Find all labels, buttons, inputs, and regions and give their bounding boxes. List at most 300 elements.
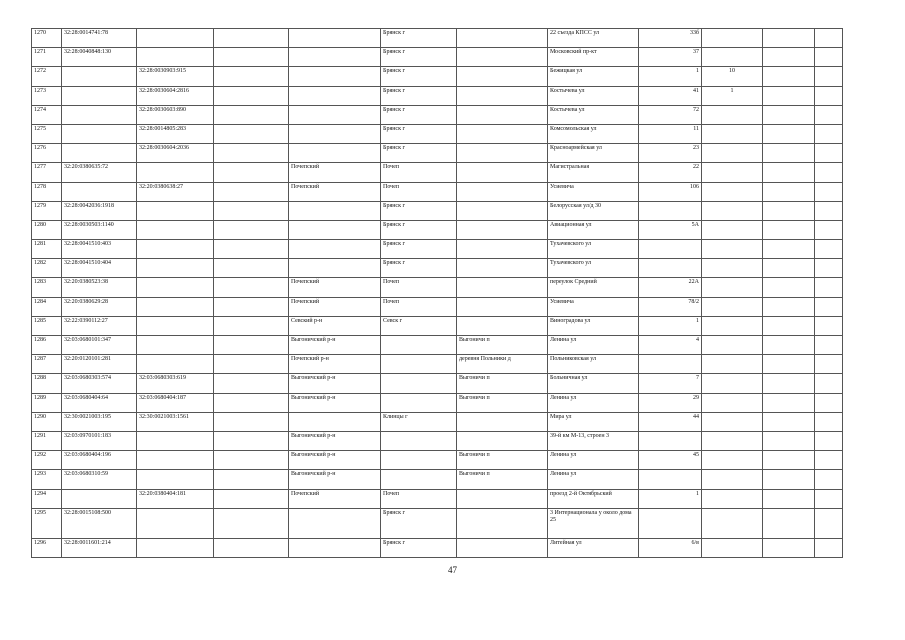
empty-cell bbox=[815, 240, 843, 259]
row-number-cell: 1282 bbox=[32, 259, 62, 278]
street-cell: Виноградова ул bbox=[548, 316, 639, 335]
extra-cell bbox=[214, 67, 289, 86]
settlement-cell bbox=[457, 29, 548, 48]
empty-cell bbox=[815, 163, 843, 182]
row-number-cell: 1277 bbox=[32, 163, 62, 182]
building-cell bbox=[702, 431, 763, 450]
table-row bbox=[32, 163, 843, 182]
city-cell: Брянск г bbox=[381, 259, 457, 278]
cadastral-number-2-cell: 32:03:0680404:187 bbox=[137, 393, 214, 412]
cadastral-number-2-cell bbox=[137, 431, 214, 450]
table-row bbox=[32, 451, 843, 470]
settlement-cell bbox=[457, 240, 548, 259]
table-row bbox=[32, 374, 843, 393]
empty-cell bbox=[763, 431, 815, 450]
table-row bbox=[32, 508, 843, 538]
empty-cell bbox=[815, 29, 843, 48]
building-cell bbox=[702, 144, 763, 163]
building-cell: 1 bbox=[702, 86, 763, 105]
empty-cell bbox=[815, 297, 843, 316]
empty-cell bbox=[815, 201, 843, 220]
house-number-cell: 78/2 bbox=[639, 297, 702, 316]
cadastral-number-cell: 32:03:0680310:59 bbox=[62, 470, 137, 489]
settlement-cell bbox=[457, 48, 548, 67]
empty-cell bbox=[815, 182, 843, 201]
district-cell bbox=[289, 124, 381, 143]
city-cell: Брянск г bbox=[381, 508, 457, 538]
building-cell bbox=[702, 278, 763, 297]
row-number-cell: 1273 bbox=[32, 86, 62, 105]
extra-cell bbox=[214, 316, 289, 335]
cadastral-number-cell: 32:28:0014741:78 bbox=[62, 29, 137, 48]
empty-cell bbox=[763, 470, 815, 489]
table-row bbox=[32, 86, 843, 105]
street-cell: Магистральная bbox=[548, 163, 639, 182]
house-number-cell: 29 bbox=[639, 393, 702, 412]
cadastral-number-2-cell bbox=[137, 240, 214, 259]
row-number-cell: 1286 bbox=[32, 336, 62, 355]
city-cell: Севск г bbox=[381, 316, 457, 335]
building-cell bbox=[702, 470, 763, 489]
city-cell: Брянск г bbox=[381, 240, 457, 259]
city-cell: Брянск г bbox=[381, 538, 457, 557]
city-cell: Почеп bbox=[381, 489, 457, 508]
row-number-cell: 1296 bbox=[32, 538, 62, 557]
house-number-cell: 5А bbox=[639, 220, 702, 239]
city-cell: Почеп bbox=[381, 278, 457, 297]
cadastral-number-2-cell: 32:28:0030604:2816 bbox=[137, 86, 214, 105]
cadastral-number-2-cell bbox=[137, 451, 214, 470]
house-number-cell: 4 bbox=[639, 336, 702, 355]
extra-cell bbox=[214, 451, 289, 470]
extra-cell bbox=[214, 355, 289, 374]
house-number-cell: 22 bbox=[639, 163, 702, 182]
street-cell: 3 Интернационала у около дома 25 bbox=[548, 508, 639, 538]
empty-cell bbox=[763, 259, 815, 278]
house-number-cell: 22А bbox=[639, 278, 702, 297]
cadastral-number-cell: 32:03:0680101:347 bbox=[62, 336, 137, 355]
empty-cell bbox=[763, 144, 815, 163]
settlement-cell: Выгоничи п bbox=[457, 393, 548, 412]
cadastral-number-cell: 32:28:0015108:500 bbox=[62, 508, 137, 538]
empty-cell bbox=[815, 538, 843, 557]
building-cell bbox=[702, 29, 763, 48]
row-number-cell: 1271 bbox=[32, 48, 62, 67]
cadastral-number-2-cell bbox=[137, 508, 214, 538]
row-number-cell: 1289 bbox=[32, 393, 62, 412]
street-cell: Ленина ул bbox=[548, 336, 639, 355]
cadastral-number-cell: 32:28:0041510:404 bbox=[62, 259, 137, 278]
house-number-cell: 1 bbox=[639, 67, 702, 86]
district-cell bbox=[289, 412, 381, 431]
district-cell bbox=[289, 105, 381, 124]
extra-cell bbox=[214, 538, 289, 557]
cadastral-number-2-cell: 32:28:0030903:915 bbox=[137, 67, 214, 86]
city-cell bbox=[381, 470, 457, 489]
empty-cell bbox=[763, 451, 815, 470]
cadastral-number-2-cell: 32:28:0014805:283 bbox=[137, 124, 214, 143]
extra-cell bbox=[214, 124, 289, 143]
empty-cell bbox=[763, 105, 815, 124]
house-number-cell: 1 bbox=[639, 316, 702, 335]
settlement-cell: Выгоничи п bbox=[457, 451, 548, 470]
building-cell bbox=[702, 412, 763, 431]
building-cell bbox=[702, 355, 763, 374]
table-row bbox=[32, 240, 843, 259]
settlement-cell bbox=[457, 201, 548, 220]
table-row bbox=[32, 355, 843, 374]
house-number-cell: 23 bbox=[639, 144, 702, 163]
city-cell: Брянск г bbox=[381, 144, 457, 163]
settlement-cell bbox=[457, 105, 548, 124]
row-number-cell: 1284 bbox=[32, 297, 62, 316]
cadastral-number-2-cell: 32:03:0680303:619 bbox=[137, 374, 214, 393]
city-cell: Клинцы г bbox=[381, 412, 457, 431]
extra-cell bbox=[214, 86, 289, 105]
extra-cell bbox=[214, 105, 289, 124]
empty-cell bbox=[815, 431, 843, 450]
row-number-cell: 1285 bbox=[32, 316, 62, 335]
street-cell: Костычева ул bbox=[548, 86, 639, 105]
row-number-cell: 1288 bbox=[32, 374, 62, 393]
house-number-cell bbox=[639, 240, 702, 259]
building-cell bbox=[702, 393, 763, 412]
house-number-cell: 7 bbox=[639, 374, 702, 393]
cadastral-number-cell: 32:28:0042036:1918 bbox=[62, 201, 137, 220]
street-cell: Бежицкая ул bbox=[548, 67, 639, 86]
building-cell bbox=[702, 201, 763, 220]
street-cell: Усиевича bbox=[548, 297, 639, 316]
empty-cell bbox=[763, 374, 815, 393]
table-row bbox=[32, 182, 843, 201]
register-table-body bbox=[32, 29, 843, 558]
extra-cell bbox=[214, 182, 289, 201]
table-row bbox=[32, 316, 843, 335]
building-cell bbox=[702, 105, 763, 124]
row-number-cell: 1280 bbox=[32, 220, 62, 239]
street-cell: Ленина ул bbox=[548, 451, 639, 470]
extra-cell bbox=[214, 220, 289, 239]
empty-cell bbox=[763, 297, 815, 316]
extra-cell bbox=[214, 259, 289, 278]
row-number-cell: 1276 bbox=[32, 144, 62, 163]
table-row bbox=[32, 470, 843, 489]
house-number-cell bbox=[639, 201, 702, 220]
empty-cell bbox=[763, 240, 815, 259]
extra-cell bbox=[214, 508, 289, 538]
empty-cell bbox=[815, 336, 843, 355]
district-cell: Почепский bbox=[289, 163, 381, 182]
cadastral-number-cell: 32:30:0021003:195 bbox=[62, 412, 137, 431]
cadastral-number-2-cell bbox=[137, 538, 214, 557]
house-number-cell bbox=[639, 431, 702, 450]
row-number-cell: 1283 bbox=[32, 278, 62, 297]
empty-cell bbox=[763, 489, 815, 508]
building-cell bbox=[702, 316, 763, 335]
row-number-cell: 1291 bbox=[32, 431, 62, 450]
settlement-cell bbox=[457, 412, 548, 431]
empty-cell bbox=[815, 412, 843, 431]
cadastral-number-2-cell: 32:28:0030604:2036 bbox=[137, 144, 214, 163]
cadastral-number-cell bbox=[62, 144, 137, 163]
street-cell: Усиевича bbox=[548, 182, 639, 201]
city-cell bbox=[381, 451, 457, 470]
table-row bbox=[32, 412, 843, 431]
street-cell: Польниковская ул bbox=[548, 355, 639, 374]
building-cell bbox=[702, 336, 763, 355]
empty-cell bbox=[763, 48, 815, 67]
settlement-cell bbox=[457, 163, 548, 182]
street-cell: Комсомольская ул bbox=[548, 124, 639, 143]
extra-cell bbox=[214, 201, 289, 220]
city-cell: Брянск г bbox=[381, 48, 457, 67]
cadastral-number-2-cell bbox=[137, 316, 214, 335]
house-number-cell bbox=[639, 508, 702, 538]
cadastral-number-cell bbox=[62, 182, 137, 201]
settlement-cell bbox=[457, 86, 548, 105]
district-cell bbox=[289, 86, 381, 105]
settlement-cell: деревня Польники д bbox=[457, 355, 548, 374]
row-number-cell: 1281 bbox=[32, 240, 62, 259]
cadastral-number-2-cell bbox=[137, 220, 214, 239]
cadastral-number-cell: 32:28:0041510:403 bbox=[62, 240, 137, 259]
district-cell: Почепский bbox=[289, 297, 381, 316]
cadastral-number-cell: 32:03:0970101:183 bbox=[62, 431, 137, 450]
settlement-cell: Выгоничи п bbox=[457, 336, 548, 355]
building-cell bbox=[702, 489, 763, 508]
empty-cell bbox=[815, 144, 843, 163]
street-cell: Авиационная ул bbox=[548, 220, 639, 239]
street-cell: Ленина ул bbox=[548, 470, 639, 489]
extra-cell bbox=[214, 412, 289, 431]
cadastral-number-cell bbox=[62, 489, 137, 508]
table-row bbox=[32, 67, 843, 86]
empty-cell bbox=[763, 124, 815, 143]
row-number-cell: 1272 bbox=[32, 67, 62, 86]
building-cell bbox=[702, 259, 763, 278]
street-cell: Московский пр-кт bbox=[548, 48, 639, 67]
house-number-cell: 106 bbox=[639, 182, 702, 201]
table-row bbox=[32, 336, 843, 355]
cadastral-number-2-cell bbox=[137, 297, 214, 316]
city-cell: Брянск г bbox=[381, 29, 457, 48]
empty-cell bbox=[815, 451, 843, 470]
district-cell: Севский р-н bbox=[289, 316, 381, 335]
cadastral-number-cell bbox=[62, 105, 137, 124]
empty-cell bbox=[815, 86, 843, 105]
extra-cell bbox=[214, 297, 289, 316]
empty-cell bbox=[763, 412, 815, 431]
building-cell bbox=[702, 374, 763, 393]
district-cell: Выгоничский р-н bbox=[289, 374, 381, 393]
table-row bbox=[32, 489, 843, 508]
cadastral-number-cell: 32:28:0040848:130 bbox=[62, 48, 137, 67]
district-cell bbox=[289, 240, 381, 259]
extra-cell bbox=[214, 29, 289, 48]
empty-cell bbox=[763, 393, 815, 412]
cadastral-number-2-cell bbox=[137, 29, 214, 48]
cadastral-number-2-cell bbox=[137, 470, 214, 489]
settlement-cell bbox=[457, 297, 548, 316]
district-cell bbox=[289, 538, 381, 557]
extra-cell bbox=[214, 470, 289, 489]
street-cell: проезд 2-й Октябрьский bbox=[548, 489, 639, 508]
row-number-cell: 1274 bbox=[32, 105, 62, 124]
street-cell: Тухачевского ул bbox=[548, 259, 639, 278]
building-cell bbox=[702, 508, 763, 538]
street-cell: Белорусская ул/д 30 bbox=[548, 201, 639, 220]
table-row bbox=[32, 259, 843, 278]
settlement-cell bbox=[457, 316, 548, 335]
settlement-cell bbox=[457, 220, 548, 239]
house-number-cell: 44 bbox=[639, 412, 702, 431]
city-cell: Брянск г bbox=[381, 220, 457, 239]
empty-cell bbox=[815, 393, 843, 412]
cadastral-number-cell: 32:03:0680303:574 bbox=[62, 374, 137, 393]
extra-cell bbox=[214, 336, 289, 355]
table-row bbox=[32, 297, 843, 316]
settlement-cell bbox=[457, 144, 548, 163]
building-cell bbox=[702, 220, 763, 239]
district-cell: Выгоничский р-н bbox=[289, 470, 381, 489]
table-row bbox=[32, 431, 843, 450]
extra-cell bbox=[214, 374, 289, 393]
empty-cell bbox=[763, 508, 815, 538]
row-number-cell: 1290 bbox=[32, 412, 62, 431]
extra-cell bbox=[214, 278, 289, 297]
table-row bbox=[32, 393, 843, 412]
city-cell: Брянск г bbox=[381, 67, 457, 86]
settlement-cell bbox=[457, 508, 548, 538]
city-cell: Почеп bbox=[381, 297, 457, 316]
street-cell: 22 съезда КПСС ул bbox=[548, 29, 639, 48]
cadastral-number-cell: 32:28:0011601:214 bbox=[62, 538, 137, 557]
table-row bbox=[32, 144, 843, 163]
empty-cell bbox=[763, 182, 815, 201]
house-number-cell: 72 bbox=[639, 105, 702, 124]
empty-cell bbox=[763, 278, 815, 297]
city-cell: Почеп bbox=[381, 163, 457, 182]
building-cell bbox=[702, 182, 763, 201]
extra-cell bbox=[214, 48, 289, 67]
street-cell: Ленина ул bbox=[548, 393, 639, 412]
empty-cell bbox=[815, 316, 843, 335]
empty-cell bbox=[815, 124, 843, 143]
empty-cell bbox=[763, 86, 815, 105]
cadastral-number-2-cell: 32:20:0380404:181 bbox=[137, 489, 214, 508]
table-row bbox=[32, 105, 843, 124]
cadastral-number-2-cell bbox=[137, 163, 214, 182]
building-cell bbox=[702, 163, 763, 182]
cadastral-number-cell: 32:20:0120101:281 bbox=[62, 355, 137, 374]
row-number-cell: 1287 bbox=[32, 355, 62, 374]
city-cell bbox=[381, 336, 457, 355]
building-cell bbox=[702, 451, 763, 470]
cadastral-number-cell: 32:03:0680404:196 bbox=[62, 451, 137, 470]
empty-cell bbox=[815, 259, 843, 278]
city-cell bbox=[381, 431, 457, 450]
empty-cell bbox=[763, 355, 815, 374]
street-cell: Мира ул bbox=[548, 412, 639, 431]
row-number-cell: 1293 bbox=[32, 470, 62, 489]
building-cell: 10 bbox=[702, 67, 763, 86]
district-cell bbox=[289, 48, 381, 67]
row-number-cell: 1275 bbox=[32, 124, 62, 143]
row-number-cell: 1295 bbox=[32, 508, 62, 538]
empty-cell bbox=[763, 316, 815, 335]
city-cell: Брянск г bbox=[381, 201, 457, 220]
settlement-cell: Выгоничи п bbox=[457, 470, 548, 489]
city-cell: Почеп bbox=[381, 182, 457, 201]
row-number-cell: 1294 bbox=[32, 489, 62, 508]
table-row bbox=[32, 278, 843, 297]
page-number: 47 bbox=[448, 565, 457, 575]
house-number-cell: 37 bbox=[639, 48, 702, 67]
district-cell bbox=[289, 220, 381, 239]
district-cell: Выгоничский р-н bbox=[289, 451, 381, 470]
district-cell bbox=[289, 508, 381, 538]
cadastral-number-cell: 32:03:0680404:64 bbox=[62, 393, 137, 412]
empty-cell bbox=[763, 67, 815, 86]
empty-cell bbox=[763, 201, 815, 220]
street-cell: Костычева ул bbox=[548, 105, 639, 124]
row-number-cell: 1279 bbox=[32, 201, 62, 220]
street-cell: Литейная ул bbox=[548, 538, 639, 557]
street-cell: Больничная ул bbox=[548, 374, 639, 393]
cadastral-number-cell bbox=[62, 67, 137, 86]
cadastral-number-2-cell: 32:28:0030603:890 bbox=[137, 105, 214, 124]
building-cell bbox=[702, 297, 763, 316]
table-row bbox=[32, 220, 843, 239]
street-cell: переулок Средний bbox=[548, 278, 639, 297]
district-cell: Выгоничский р-н bbox=[289, 393, 381, 412]
empty-cell bbox=[815, 67, 843, 86]
register-table bbox=[31, 28, 843, 558]
district-cell: Почепский р-н bbox=[289, 355, 381, 374]
cadastral-number-2-cell: 32:30:0021003:1561 bbox=[137, 412, 214, 431]
settlement-cell bbox=[457, 182, 548, 201]
empty-cell bbox=[815, 105, 843, 124]
city-cell: Брянск г bbox=[381, 86, 457, 105]
cadastral-number-cell: 32:20:0380635:72 bbox=[62, 163, 137, 182]
house-number-cell: 45 bbox=[639, 451, 702, 470]
district-cell: Почепский bbox=[289, 182, 381, 201]
street-cell: Красноармейская ул bbox=[548, 144, 639, 163]
building-cell bbox=[702, 124, 763, 143]
empty-cell bbox=[815, 220, 843, 239]
empty-cell bbox=[763, 538, 815, 557]
city-cell bbox=[381, 355, 457, 374]
extra-cell bbox=[214, 489, 289, 508]
district-cell: Выгоничский р-н bbox=[289, 336, 381, 355]
empty-cell bbox=[815, 374, 843, 393]
street-cell: 39-й км М-13, строен 3 bbox=[548, 431, 639, 450]
house-number-cell: 41 bbox=[639, 86, 702, 105]
district-cell bbox=[289, 67, 381, 86]
city-cell bbox=[381, 374, 457, 393]
cadastral-number-cell bbox=[62, 86, 137, 105]
house-number-cell bbox=[639, 259, 702, 278]
cadastral-number-cell bbox=[62, 124, 137, 143]
house-number-cell: 1 bbox=[639, 489, 702, 508]
house-number-cell bbox=[639, 470, 702, 489]
empty-cell bbox=[815, 470, 843, 489]
settlement-cell: Выгоничи п bbox=[457, 374, 548, 393]
cadastral-number-2-cell bbox=[137, 48, 214, 67]
row-number-cell: 1270 bbox=[32, 29, 62, 48]
settlement-cell bbox=[457, 538, 548, 557]
cadastral-number-2-cell: 32:20:0380638:27 bbox=[137, 182, 214, 201]
